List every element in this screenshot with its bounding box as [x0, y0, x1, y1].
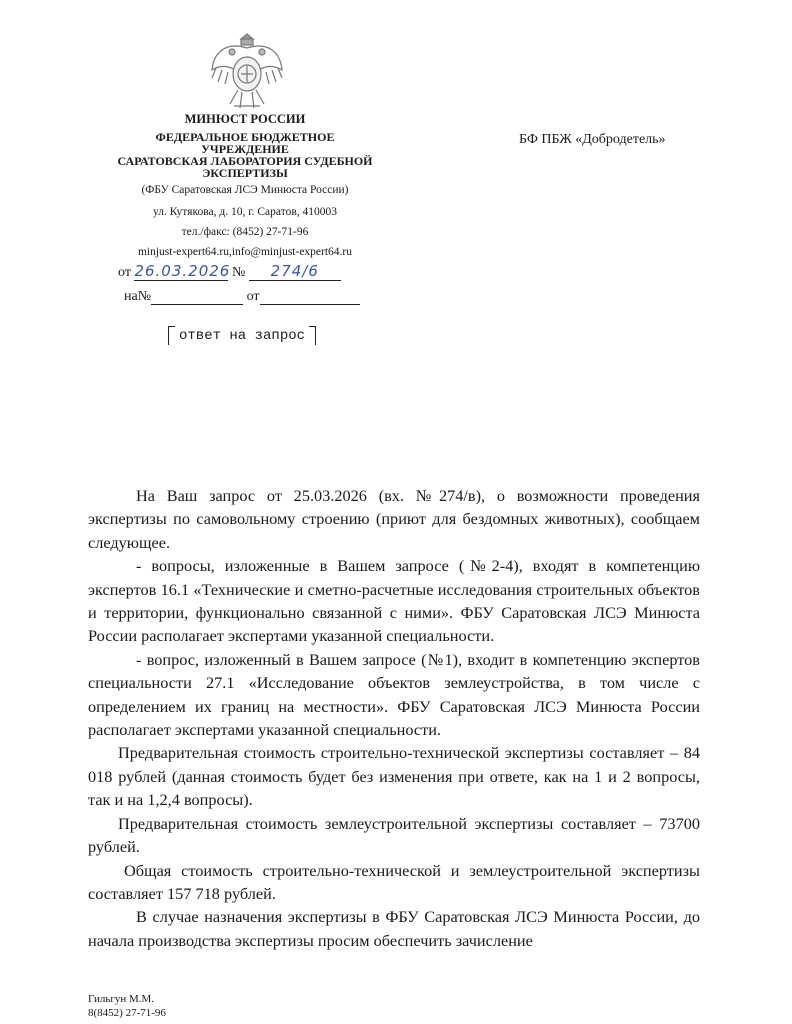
number-label: №: [231, 265, 246, 280]
executor-name: Гильгун М.М.: [88, 993, 155, 1005]
letter-body: [88, 484, 700, 952]
paragraph-7: В случае назначения экспертизы в ФБУ Саратовская ЛСЭ Минюста России, до начала производства экспертизы просим обеспечить зачисление: [88, 907, 700, 950]
addressee: БФ ПБЖ «Добродетель»: [519, 132, 666, 147]
executor-phone: 8(8452) 27-71-96: [88, 1007, 166, 1019]
org-name-line4: ЭКСПЕРТИЗЫ: [202, 166, 288, 180]
emblem-icon: [208, 30, 286, 116]
paragraph-5: Предварительная стоимость землеустроительной экспертизы составляет – 73700 рублей.: [88, 813, 700, 857]
org-name-line3: САРАТОВСКАЯ ЛАБОРАТОРИЯ СУДЕБНОЙ: [117, 154, 373, 168]
org-name-line1: ФЕДЕРАЛЬНОЕ БЮДЖЕТНОЕ: [155, 130, 335, 144]
org-short-name: (ФБУ Саратовская ЛСЭ Минюста России): [141, 184, 349, 196]
from-label-2: от: [246, 289, 260, 304]
on-number-label: на№: [124, 289, 152, 304]
footer-contact: [88, 992, 166, 1020]
org-address: ул. Кутякова, д. 10, г. Саратов, 410003: [153, 206, 337, 218]
paragraph-2: - вопросы, изложенные в Вашем запросе (№2-4), входят в компетенцию экспертов 16.1 «Технические и сметно-расчетные исследования строительных объектов и территории, функционально связанной с ними». ФБУ Саратовская ЛСЭ Минюста России располагает экспертами указанной специальности.: [88, 556, 700, 646]
outgoing-date: 26.03.2026: [134, 262, 231, 280]
org-phone: тел./факс: (8452) 27-71-96: [181, 226, 309, 238]
org-name-line2: УЧРЕЖДЕНИЕ: [201, 142, 289, 156]
paragraph-1: На Ваш запрос от 25.03.2026 (вх. №274/в), о возможности проведения экспертизы по самовольному строению (приют для бездомных животных), сообщаем следующее.: [88, 486, 700, 552]
paragraph-3: - вопрос, изложенный в Вашем запросе (№1), входит в компетенцию экспертов специальности 27.1 «Исследование объектов землеустройства, в том числе с определением их границ на местности». ФБУ Саратовская ЛСЭ Минюста России располагает экспертами указанной специальности.: [88, 649, 700, 740]
outgoing-number: 274/6: [270, 262, 319, 280]
from-label: от: [118, 265, 131, 280]
subject-line: [168, 326, 316, 345]
incoming-reg-row: [124, 286, 360, 305]
outgoing-reg-row: [118, 262, 341, 281]
paragraph-4: Предварительная стоимость строительно-технической экспертизы составляет – 84 018 рублей (данная стоимость будет без изменения при ответе, как на 1 и 2 вопросы, так и на 1,2,4 вопросы).: [88, 743, 700, 810]
subject-text: ответ на запрос: [179, 328, 306, 345]
org-web-email: minjust-expert64.ru,info@minjust-expert64.ru: [137, 246, 353, 258]
ministry-name: МИНЮСТ РОССИИ: [184, 112, 306, 126]
paragraph-6: Общая стоимость строительно-технической и землеустроительной экспертизы составляет 157 718 рублей.: [88, 860, 700, 903]
